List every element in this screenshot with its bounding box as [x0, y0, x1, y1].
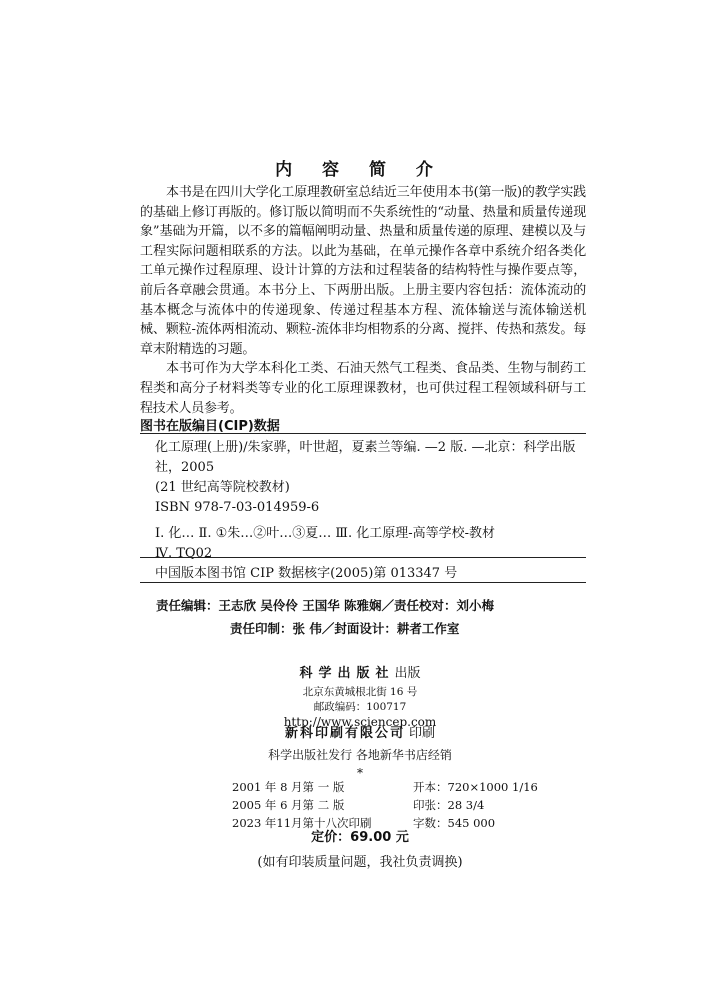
- cip-record-number: 中国版本图书馆 CIP 数据核字(2005)第 013347 号: [155, 566, 458, 581]
- distribution-line: 科学出版社发行 各地新华书店经销: [268, 748, 452, 762]
- quality-note: (如有印装质量问题，我社负责调换): [257, 855, 463, 870]
- edition-row-3-right: 字数：545 000: [413, 816, 496, 830]
- edition-row-3-left: 2023 年11月第十八次印刷: [232, 816, 372, 830]
- printer-name: 新科印刷有限公司: [284, 726, 405, 741]
- cip-classification-1: Ⅰ. 化… Ⅱ. ①朱…②叶…③夏… Ⅲ. 化工原理-高等学校-教材: [155, 526, 496, 541]
- publisher-postcode: 邮政编码：100717: [313, 701, 407, 713]
- printer-suffix: 印刷: [409, 726, 436, 741]
- cip-heading: 图书在版编目(CIP)数据: [140, 419, 280, 434]
- cip-top-rule: [140, 433, 586, 434]
- cip-mid-rule: [140, 557, 586, 558]
- publisher-block: [0, 662, 720, 729]
- edition-row-1-right: 开本：720×1000 1/16: [413, 780, 538, 794]
- edition-row-1-left: 2001 年 8 月第 一 版: [232, 780, 345, 794]
- publisher-suffix: 出版: [394, 666, 421, 681]
- cip-classification-2: Ⅳ. TQ02: [155, 546, 213, 561]
- staff-line-2: 责任印制：张 伟／封面设计：耕者工作室: [230, 621, 460, 636]
- publisher-address: 北京东黄城根北街 16 号: [302, 686, 418, 698]
- staff-credits: [140, 596, 586, 637]
- cip-title-line: 化工原理(上册)/朱家骅，叶世超，夏素兰等编. —2 版. —北京：科学出版社，2005: [155, 440, 576, 475]
- publisher-name: 科学出版社: [299, 666, 395, 681]
- staff-line-1: 责任编辑：王志欣 吴伶伶 王国华 陈雅娴／责任校对：刘小梅: [156, 598, 495, 613]
- intro-paragraph-2: 本书可作为大学本科化工类、石油天然气工程类、食品类、生物与制药工程类和高分子材料类等专业的化工原理课教材，也可供过程工程领域科研与工程技术人员参考。: [140, 361, 586, 416]
- separator-star: *: [357, 766, 363, 780]
- cip-isbn: ISBN 978-7-03-014959-6: [155, 500, 320, 515]
- publisher-url: http://www.sciencep.com: [283, 715, 437, 729]
- printer-block: [0, 722, 720, 780]
- price: 定价：69.00 元: [311, 830, 409, 845]
- page-title: 内 容 简 介: [275, 160, 445, 180]
- edition-row-2-right: 印张：28 3/4: [413, 798, 485, 812]
- publisher-line: [0, 662, 720, 681]
- cip-bottom-rule: [140, 582, 586, 583]
- cip-series: (21 世纪高等院校教材): [155, 480, 290, 495]
- edition-row-2-left: 2005 年 6 月第 二 版: [232, 798, 345, 812]
- cip-record: [155, 438, 585, 564]
- printer-line: [0, 722, 720, 741]
- intro-paragraph-1: 本书是在四川大学化工原理教研室总结近三年使用本书(第一版)的教学实践的基础上修订再版的。修订版以简明而不失系统性的“动量、热量和质量传递现象”基础为开篇，以不多的篇幅阐明动量、热量和质量传递的原理、建模以及与工程实际问题相联系的方法。以此为基础，在单元操作各章中系统介绍各类化工单元操作过程原理、设计计算的方法和过程装备的结构特性与操作要点等，前后各章融会贯通。本书分上、下两册出版。上册主要内容包括：流体流动的基本概念与流体中的传递现象、传递过程基本方程、流体输送与流体输送机械、颗粒-流体两相流动、颗粒-流体非均相物系的分离、搅拌、传热和蒸发。每章末附精选的习题。: [140, 185, 586, 357]
- intro-block: [140, 183, 586, 418]
